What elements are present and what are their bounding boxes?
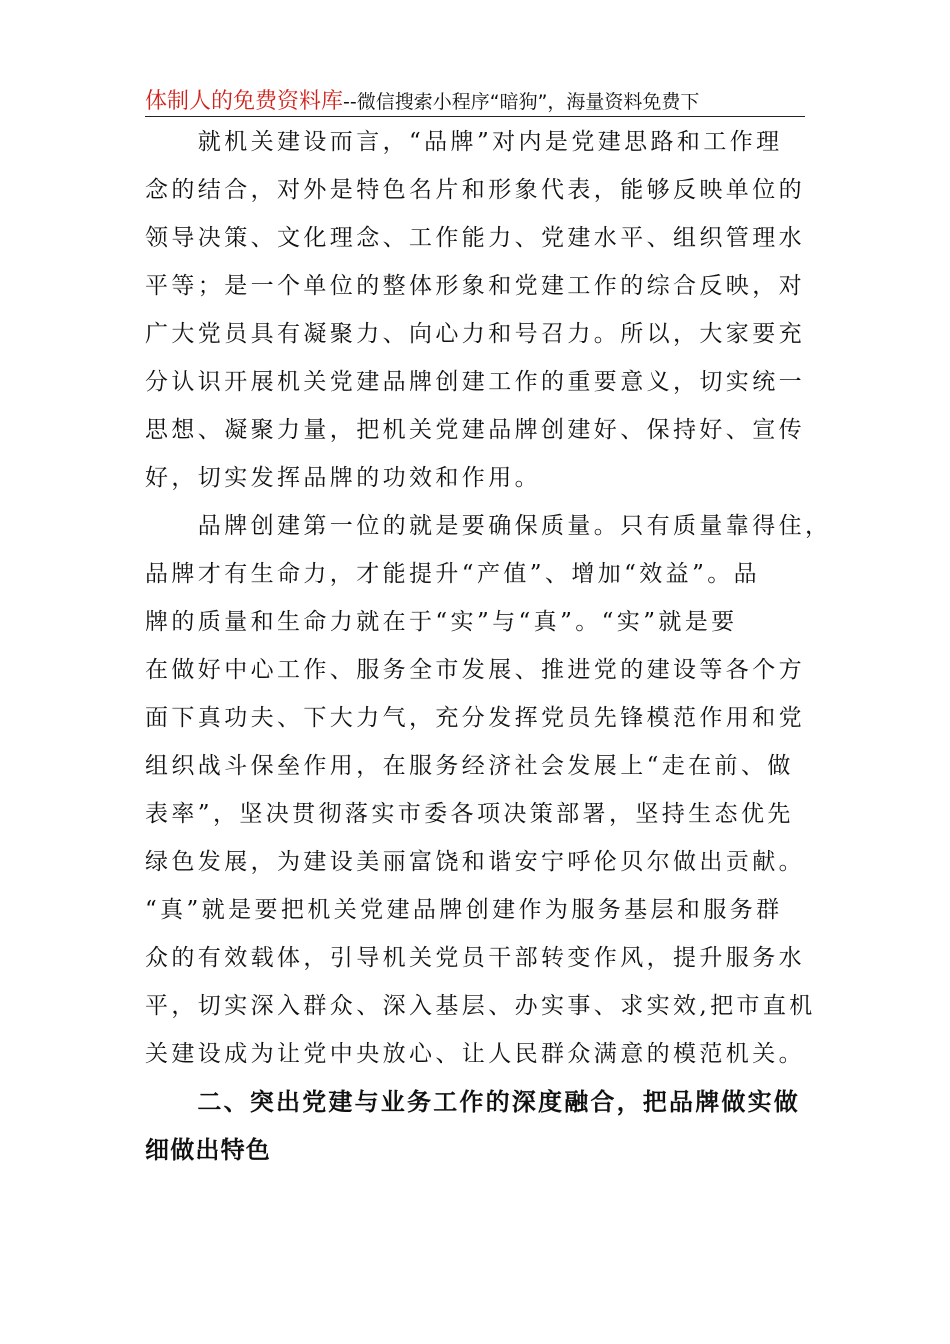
text-line: 品牌才有生命力，才能提升“产值”、增加“效益”。品: [145, 561, 761, 587]
text-line: 领导决策、文化理念、工作能力、党建水平、组织管理水: [145, 225, 805, 251]
text-line: 细做出特色: [145, 1136, 271, 1164]
text-line: “真”就是要把机关党建品牌创建作为服务基层和服务群: [145, 897, 783, 923]
header-divider: [145, 116, 805, 117]
text-line: 绿色发展，为建设美丽富饶和谐安宁呼伦贝尔做出贡献。: [145, 849, 805, 875]
text-line: 思想、凝聚力量，把机关党建品牌创建好、保持好、宣传: [145, 417, 805, 443]
page-header: [145, 84, 805, 114]
text-line: 二、突出党建与业务工作的深度融合，把品牌做实做: [145, 1088, 800, 1116]
text-line: 平，切实深入群众、深入基层、办实事、求实效,把市直机: [145, 993, 816, 1019]
text-line: 品牌创建第一位的就是要确保质量。只有质量靠得住，: [145, 513, 832, 539]
text-line: 分认识开展机关党建品牌创建工作的重要意义，切实统一: [145, 369, 805, 395]
header-brand-text: 体制人的免费资料库: [145, 89, 344, 114]
text-line: 就机关建设而言，“品牌”对内是党建思路和工作理: [145, 129, 783, 155]
text-line: 广大党员具有凝聚力、向心力和号召力。所以，大家要充: [145, 321, 805, 347]
text-line: 牌的质量和生命力就在于“实”与“真”。“实”就是要: [145, 609, 738, 635]
text-line: 平等；是一个单位的整体形象和党建工作的综合反映，对: [145, 273, 805, 299]
text-line: 在做好中心工作、服务全市发展、推进党的建设等各个方: [145, 657, 805, 683]
text-line: 众的有效载体，引导机关党员干部转变作风，提升服务水: [145, 945, 805, 971]
body-paragraph: [145, 118, 810, 502]
body-paragraph: [145, 502, 832, 1078]
section-heading: [145, 1078, 810, 1174]
text-line: 表率”，坚决贯彻落实市委各项决策部署，坚持生态优先: [145, 801, 794, 827]
text-line: 组织战斗保垒作用，在服务经济社会发展上“走在前、做: [145, 753, 794, 779]
text-line: 面下真功夫、下大力气，充分发挥党员先锋模范作用和党: [145, 705, 805, 731]
document-body: [145, 118, 832, 1174]
text-line: 念的结合，对外是特色名片和形象代表，能够反映单位的: [145, 177, 805, 203]
text-line: 关建设成为让党中央放心、让人民群众满意的模范机关。: [145, 1041, 805, 1067]
text-line: 好，切实发挥品牌的功效和作用。: [145, 465, 541, 491]
header-note-text: --微信搜索小程序“暗狗”，海量资料免费下: [343, 91, 700, 113]
